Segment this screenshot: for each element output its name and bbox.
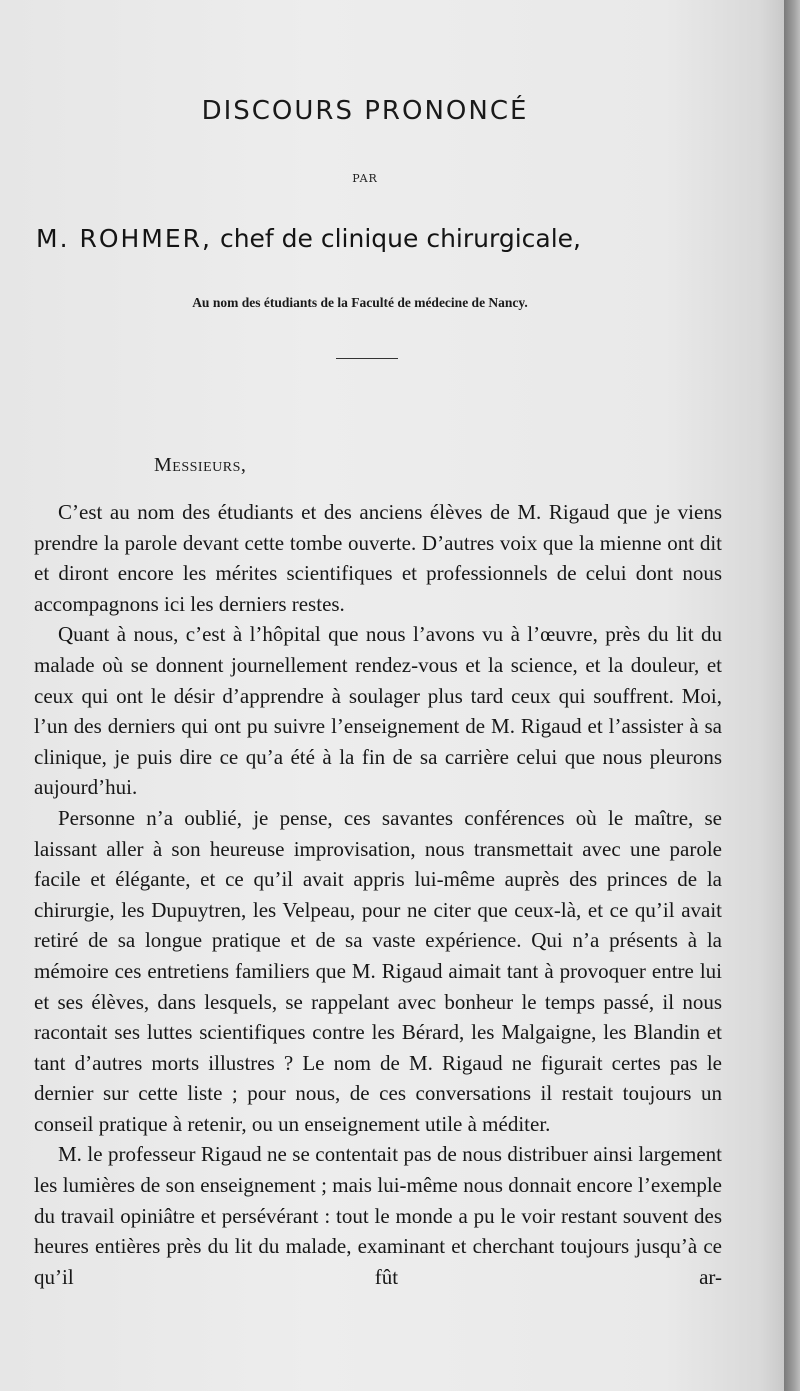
page-title: DISCOURS PRONONCÉ: [201, 96, 529, 126]
salutation: Messieurs,: [154, 454, 247, 476]
par-label: PAR: [352, 172, 378, 185]
author-name: M. ROHMER,: [36, 224, 212, 253]
paragraph-4: M. le professeur Rigaud ne se contentait pas de nous distribuer ainsi largement les lumières de son enseignement ; mais lui-même nous donnait encore l’exemple du travail opiniâtre et persévérant : tout le monde a pu le voir restant souvent des heures entières près du lit du malade, examinant et cherchant toujours jusqu’à ce qu’il fût ar-: [34, 1142, 722, 1289]
subtitle: Au nom des étudiants de la Faculté de médecine de Nancy.: [192, 295, 528, 310]
paragraph-2: Quant à nous, c’est à l’hôpital que nous l’avons vu à l’œuvre, près du lit du malade où se donnent journellement rendez-vous et la science, et la douleur, et ceux qui ont le désir d’apprendre à soulager plus tard ceux qui souffrent. Moi, l’un des derniers qui ont pu suivre l’enseignement de M. Rigaud et l’assister à sa clinique, je puis dire ce qu’a été à la fin de sa carrière celui que nous pleurons aujourd’hui.: [34, 622, 722, 800]
divider-rule: [336, 358, 398, 359]
body-text: [34, 497, 722, 1292]
author-line: [36, 224, 696, 253]
paragraph-3: Personne n’a oublié, je pense, ces savantes conférences où le maître, se laissant aller à son heureuse improvisation, nous transmettait avec une parole facile et élégante, et ce qu’il avait appris lui-même auprès des princes de la chirurgie, les Dupuytren, les Velpeau, pour ne citer que ceux-là, et ce qu’il avait retiré de sa longue pratique et de sa vaste expérience. Qui n’a présents à la mémoire ces entretiens familiers que M. Rigaud aimait tant à provoquer entre lui et ses élèves, dans lesquels, se rappelant avec bonheur le temps passé, il nous racontait ses luttes scientifiques contre les Bérard, les Malgaigne, les Blandin et tant d’autres morts illustres ? Le nom de M. Rigaud ne figurait certes pas le dernier sur cette liste ; pour nous, de ces conversations il restait toujours un conseil pratique à retenir, ou un enseignement utile à méditer.: [34, 805, 722, 1136]
scan-edge: [784, 0, 800, 1391]
author-role: chef de clinique chirurgicale,: [219, 224, 581, 253]
paragraph-1: C’est au nom des étudiants et des anciens élèves de M. Rigaud que je viens prendre la parole devant cette tombe ouverte. D’autres voix que la mienne ont dit et diront encore les mérites scientifiques et professionnels de celui dont nous accompagnons ici les derniers restes.: [34, 500, 722, 616]
